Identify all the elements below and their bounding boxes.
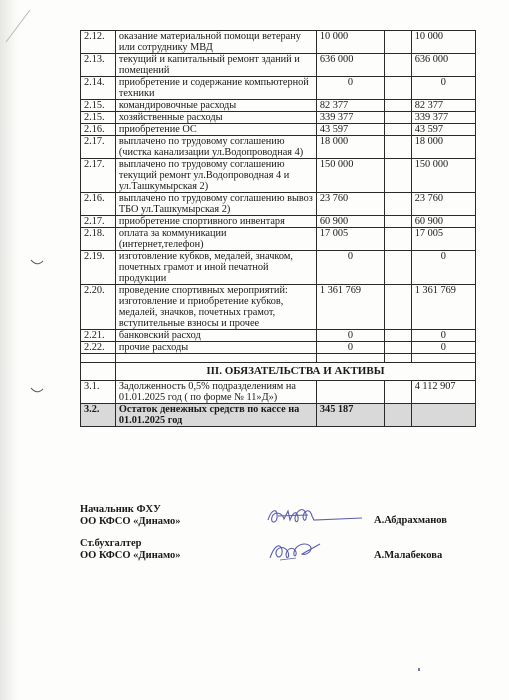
row-description: приобретение и содержание компьютерной техники [115,77,316,100]
signer-name: А.Малабекова [374,550,443,561]
table-row [81,216,476,228]
signer-name: А.Абдрахманов [374,515,447,526]
row-value-fact: 0 [411,330,475,342]
spacer-row [81,354,476,363]
row-value-plan: 0 [316,342,384,354]
row-value-empty [385,228,412,251]
row-value-empty [385,31,412,54]
row-number: 2.20. [81,285,116,330]
row-value-plan: 0 [316,330,384,342]
row-number: 2.15. [81,112,116,124]
row-value-empty [385,124,412,136]
row-value-empty [385,251,412,285]
row-value-fact: 60 900 [411,216,475,228]
row-description: прочие расходы [115,342,316,354]
row-description: проведение спортивных мероприятий: изготовление и приобретение кубков, медалей, значков, почетных грамот, вступительные взносы и прочее [115,285,316,330]
row-value-fact: 636 000 [411,54,475,77]
row-value-plan: 43 597 [316,124,384,136]
row-value-fact: 150 000 [411,159,475,193]
row-value-plan: 0 [316,251,384,285]
row-value-empty [385,54,412,77]
row-value-empty [385,404,412,427]
row-description: выплачено по трудовому соглашению (чистка канализации ул.Водопроводная 4) [115,136,316,159]
section-header-row [81,363,476,381]
row-number: 2.21. [81,330,116,342]
row-value-fact [411,404,475,427]
ink-speck [418,668,420,671]
signer-organization: ОО КФСО «Динамо» [80,516,181,527]
table-row [81,136,476,159]
row-value-fact: 4 112 907 [411,381,475,404]
table-row [81,285,476,330]
row-description: приобретение ОС [115,124,316,136]
row-description: приобретение спортивного инвентаря [115,216,316,228]
row-value-fact: 0 [411,77,475,100]
row-description: оплата за коммуникации (интернет,телефон) [115,228,316,251]
row-value-plan: 60 900 [316,216,384,228]
row-value-plan: 339 377 [316,112,384,124]
table-row [81,124,476,136]
expense-report-table [80,30,476,427]
row-description: текущий и капитальный ремонт зданий и помещений [115,54,316,77]
row-description: изготовление кубков, медалей, значком, почетных грамот и иной печатной продукции [115,251,316,285]
page-edge-shadow [0,0,18,700]
section-title: III. ОБЯЗАТЕЛЬСТВА И АКТИВЫ [115,363,475,381]
row-value-plan: 0 [316,77,384,100]
row-value-empty [385,112,412,124]
handwritten-signature-1 [262,502,367,530]
row-value-fact: 18 000 [411,136,475,159]
handwritten-signature-2 [266,536,326,566]
row-value-plan: 1 361 769 [316,285,384,330]
row-value-empty [385,342,412,354]
row-value-plan [316,381,384,404]
row-value-plan: 345 187 [316,404,384,427]
row-value-fact: 17 005 [411,228,475,251]
row-value-fact: 10 000 [411,31,475,54]
row-number: 2.16. [81,124,116,136]
row-value-empty [385,285,412,330]
signature-block-1 [80,504,181,528]
row-value-plan: 17 005 [316,228,384,251]
row-value-fact: 0 [411,251,475,285]
row-number: 2.17. [81,216,116,228]
signer-position: Начальник ФХУ [80,504,161,515]
paper-edge-curve [30,258,44,268]
table-row [81,193,476,216]
table-row [81,31,476,54]
row-value-empty [385,216,412,228]
row-value-plan: 23 760 [316,193,384,216]
row-number: 3.2. [81,404,116,427]
row-value-empty [385,159,412,193]
row-value-fact: 43 597 [411,124,475,136]
row-value-plan: 150 000 [316,159,384,193]
table-row-highlight [81,404,476,427]
row-value-empty [385,100,412,112]
row-description: хозяйственные расходы [115,112,316,124]
row-value-fact: 82 377 [411,100,475,112]
table-row [81,77,476,100]
row-number: 2.22. [81,342,116,354]
row-description: банковский расход [115,330,316,342]
row-number: 2.12. [81,31,116,54]
row-value-plan: 636 000 [316,54,384,77]
row-value-plan: 82 377 [316,100,384,112]
row-number: 2.18. [81,228,116,251]
signer-position: Ст.бухгалтер [80,538,142,549]
corner-fold-mark [4,8,32,44]
row-value-empty [385,136,412,159]
table-row [81,330,476,342]
row-number: 2.15. [81,100,116,112]
signature-block-2 [80,538,181,562]
row-number: 2.14. [81,77,116,100]
row-number: 2.17. [81,136,116,159]
paper-edge-curve [30,386,44,396]
row-number: 2.16. [81,193,116,216]
row-value-empty [385,381,412,404]
row-number: 2.13. [81,54,116,77]
row-number: 2.19. [81,251,116,285]
row-number: 3.1. [81,381,116,404]
table-row [81,342,476,354]
row-value-plan: 10 000 [316,31,384,54]
table-row [81,112,476,124]
row-value-fact: 1 361 769 [411,285,475,330]
table-row [81,381,476,404]
row-value-fact: 0 [411,342,475,354]
row-description: выплачено по трудовому соглашению вывоз ТБО ул.Ташкумырская 2) [115,193,316,216]
table-row [81,228,476,251]
row-value-fact: 23 760 [411,193,475,216]
row-description: командировочные расходы [115,100,316,112]
row-description: выплачено по трудовому соглашению текущий ремонт ул.Водопроводная 4 и ул.Ташкумырская 2) [115,159,316,193]
row-value-empty [385,193,412,216]
row-value-plan: 18 000 [316,136,384,159]
row-description: оказание материальной помощи ветерану или сотруднику МВД [115,31,316,54]
table-row [81,54,476,77]
row-number: 2.17. [81,159,116,193]
table-row [81,100,476,112]
signer-organization: ОО КФСО «Динамо» [80,550,181,561]
row-description: Задолженность 0,5% подразделениям на 01.01.2025 год ( по форме № 11»Д») [115,381,316,404]
row-value-fact: 339 377 [411,112,475,124]
table-row [81,251,476,285]
row-value-empty [385,77,412,100]
row-description: Остаток денежных средств по кассе на 01.01.2025 год [115,404,316,427]
row-value-empty [385,330,412,342]
table-row [81,159,476,193]
